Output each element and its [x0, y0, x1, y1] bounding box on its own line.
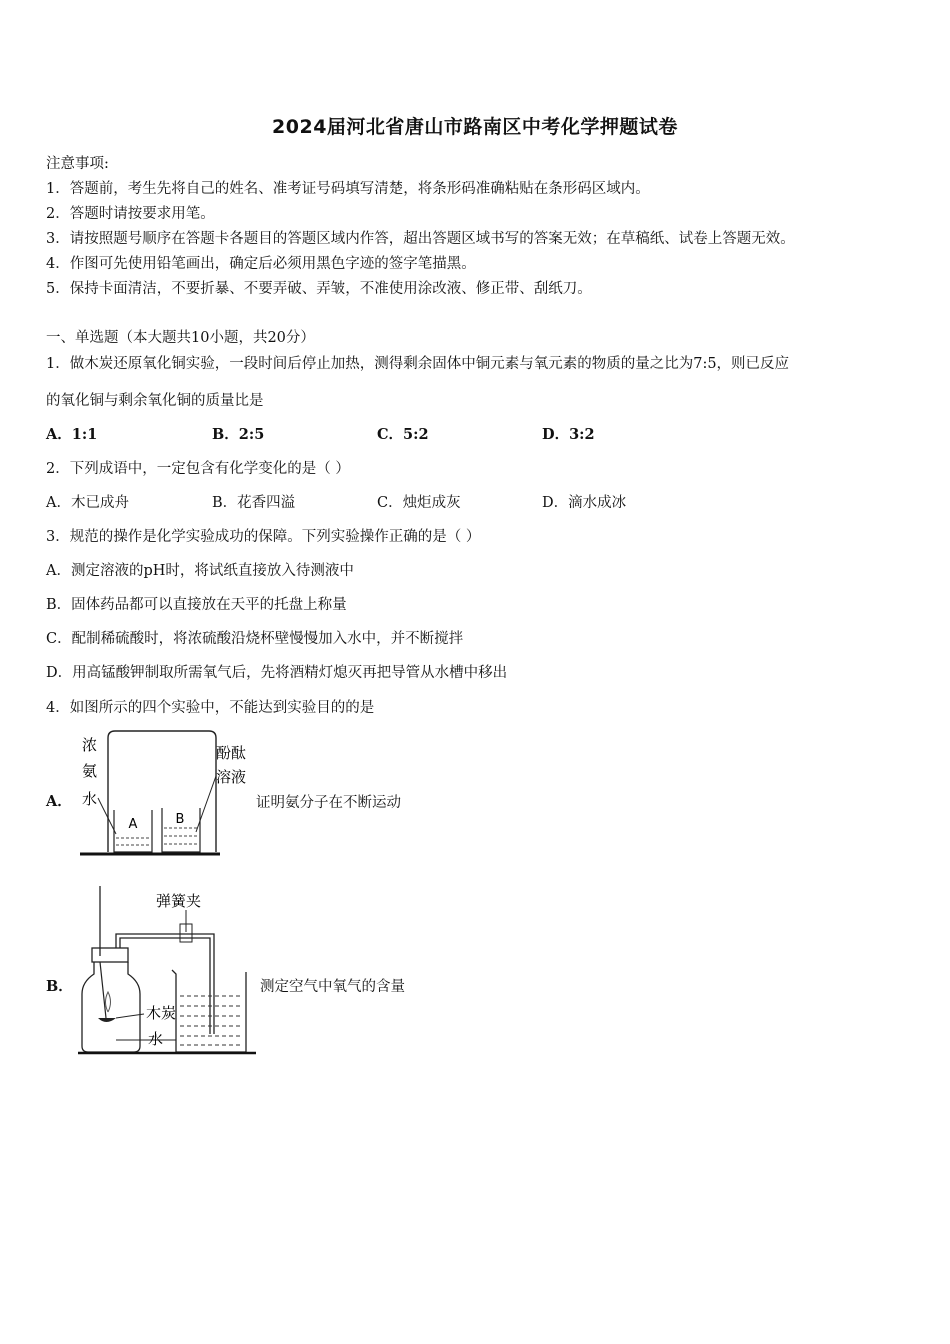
q3-option-c[interactable]: C．配制稀硫酸时，将浓硫酸沿烧杯壁慢慢加入水中，并不断搅拌 — [46, 631, 464, 647]
notice-heading: 注意事项: — [46, 156, 109, 172]
label-spring-clip: 弹簧夹 — [156, 892, 202, 910]
label-conc-1: 浓 — [82, 736, 98, 754]
q1-stem-line2: 的氧化铜与剩余氧化铜的质量比是 — [46, 393, 264, 409]
q4-option-b-letter[interactable]: B． — [46, 978, 73, 995]
q2-option-a[interactable]: A．木已成舟 — [46, 495, 129, 511]
label-conc-2: 氨 — [82, 762, 98, 780]
notice-item-3: 3．请按照题号顺序在答题卡各题目的答题区域内作答，超出答题区域书写的答案无效；在草稿纸、试卷上答题无效。 — [46, 231, 795, 247]
notice-item-2: 2．答题时请按要求用笔。 — [46, 206, 215, 222]
oxygen-content-figure — [76, 882, 258, 1056]
q1-option-a[interactable]: A．1:1 — [46, 426, 98, 443]
q4-option-a-caption: 证明氨分子在不断运动 — [256, 795, 401, 811]
q3-option-b[interactable]: B．固体药品都可以直接放在天平的托盘上称量 — [46, 597, 347, 613]
q1-option-d[interactable]: D．3:2 — [542, 426, 595, 443]
q4-option-a-letter[interactable]: A． — [46, 793, 72, 810]
label-water: 水 — [148, 1030, 164, 1048]
q1-stem-line1: 1．做木炭还原氧化铜实验，一段时间后停止加热，测得剩余固体中铜元素与氧元素的物质的量之比为7:5，则已反应 — [46, 356, 790, 372]
notice-item-1: 1．答题前，考生先将自己的姓名、准考证号码填写清楚，将条形码准确粘贴在条形码区域内。 — [46, 181, 650, 197]
q4-stem: 4．如图所示的四个实验中，不能达到实验目的的是 — [46, 700, 375, 716]
beaker-a-label: A — [128, 817, 138, 832]
label-charcoal: 木炭 — [146, 1004, 177, 1022]
label-conc-3: 水 — [82, 790, 98, 808]
q1-option-c[interactable]: C．5:2 — [377, 426, 429, 443]
q1-option-b[interactable]: B．2:5 — [212, 426, 265, 443]
q4-option-b-caption: 测定空气中氧气的含量 — [260, 979, 405, 995]
label-phenol-2: 溶液 — [216, 768, 247, 786]
q2-option-c[interactable]: C．烛炬成灰 — [377, 495, 461, 511]
q2-option-d[interactable]: D．滴水成冰 — [542, 495, 627, 511]
notice-item-5: 5．保持卡面清洁，不要折暴、不要弄破、弄皱，不准使用涂改液、修正带、刮纸刀。 — [46, 281, 592, 297]
ammonia-diffusion-figure — [76, 728, 256, 860]
page-title: 2024届河北省唐山市路南区中考化学押题试卷 — [272, 116, 678, 138]
q2-option-b[interactable]: B．花香四溢 — [212, 495, 296, 511]
q3-option-d[interactable]: D．用高锰酸钾制取所需氧气后，先将酒精灯熄灭再把导管从水槽中移出 — [46, 665, 508, 681]
label-phenol-1: 酚酞 — [216, 744, 247, 762]
beaker-b-label: B — [175, 812, 185, 827]
q3-stem: 3．规范的操作是化学实验成功的保障。下列实验操作正确的是（ ） — [46, 529, 481, 545]
q2-stem: 2．下列成语中，一定包含有化学变化的是（ ） — [46, 461, 350, 477]
q3-option-a[interactable]: A．测定溶液的pH时，将试纸直接放入待测液中 — [46, 563, 354, 579]
notice-item-4: 4．作图可先使用铅笔画出，确定后必须用黑色字迹的签字笔描黑。 — [46, 256, 476, 272]
section-heading: 一、单选题（本大题共10小题，共20分） — [46, 330, 315, 346]
